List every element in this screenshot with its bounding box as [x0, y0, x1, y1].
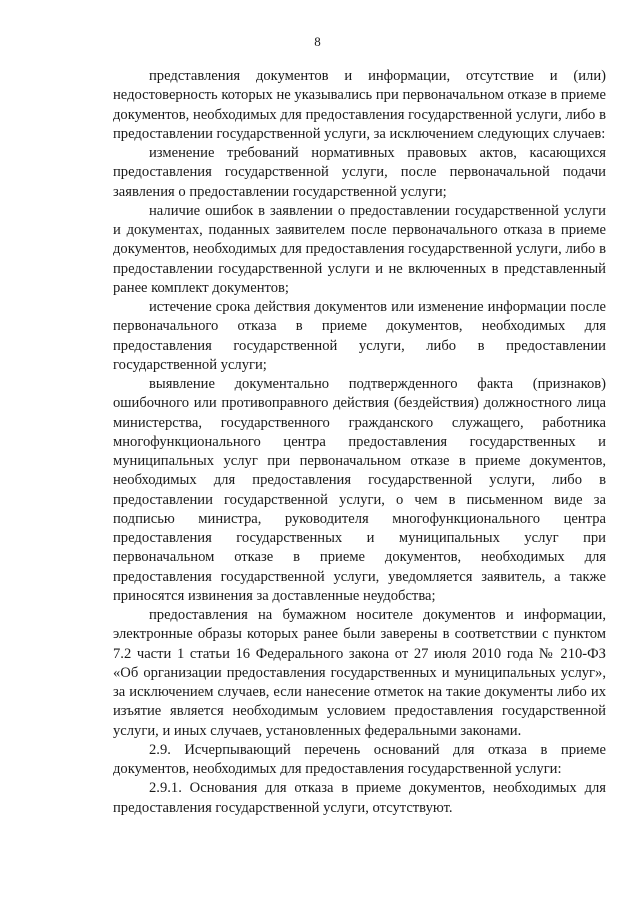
- paragraph-section-2-9-1: 2.9.1. Основания для отказа в приеме документов, необходимых для предоставления государственной услуги, отсутствуют.: [113, 780, 606, 816]
- paragraph-paper-documents: предоставления на бумажном носителе документов и информации, электронные образы которых ранее были заверены в соответствии с пунктом 7.2 части 1 статьи 16 Федерального закона от 27 июля 2010 года № 210-ФЗ «Об организации предоставления государственных и муниципальных услуг», за исключением случаев, если нанесение отметок на такие документы либо их изъятие является необходимым условием предоставления государственной услуги, и иных случаев, установленных федеральными законами.: [113, 607, 606, 739]
- page-number: 8: [314, 34, 321, 49]
- paragraph-documents-expiry: истечение срока действия документов или изменение информации после первоначального отказа в приеме документов, необходимых для предоставления государственной услуги, либо в предоставлении государственной услуги;: [113, 299, 606, 373]
- paragraph-application-errors: наличие ошибок в заявлении о предоставлении государственной услуги и документах, поданных заявителем после первоначального отказа в приеме документов, необходимых для предоставления государственной услуги, либо в предоставлении государственной услуги и не включенных в представленный ранее комплект документов;: [113, 202, 606, 296]
- paragraph-section-2-9: 2.9. Исчерпывающий перечень оснований для отказа в приеме документов, необходимых для предоставления государственной услуги:: [113, 741, 606, 777]
- paragraph-exception-intro: представления документов и информации, отсутствие и (или) недостоверность которых не указывались при первоначальном отказе в приеме документов, необходимых для предоставления государственной услуги, либо в предоставлении государственной услуги, за исключением следующих случаев:: [113, 68, 606, 142]
- paragraph-requirements-change: изменение требований нормативных правовых актов, касающихся предоставления государственной услуги, после первоначальной подачи заявления о предоставлении государственной услуги;: [113, 145, 606, 200]
- document-body: [113, 67, 606, 818]
- paragraph-unlawful-action: выявление документально подтвержденного факта (признаков) ошибочного или противоправного действия (бездействия) должностного лица министерства, государственного гражданского служащего, работника многофункционального центра предоставления государственных и муниципальных услуг при первоначальном отказе в приеме документов, необходимых для предоставления государственной услуги, либо в предоставлении государственной услуги, о чем в письменном виде за подписью министра, руководителя многофункционального центра предоставления государственных и муниципальных услуг при первоначальном отказе в приеме документов, необходимых для предоставления государственной услуги, уведомляется заявитель, а также приносятся извинения за доставленные неудобства;: [113, 376, 606, 604]
